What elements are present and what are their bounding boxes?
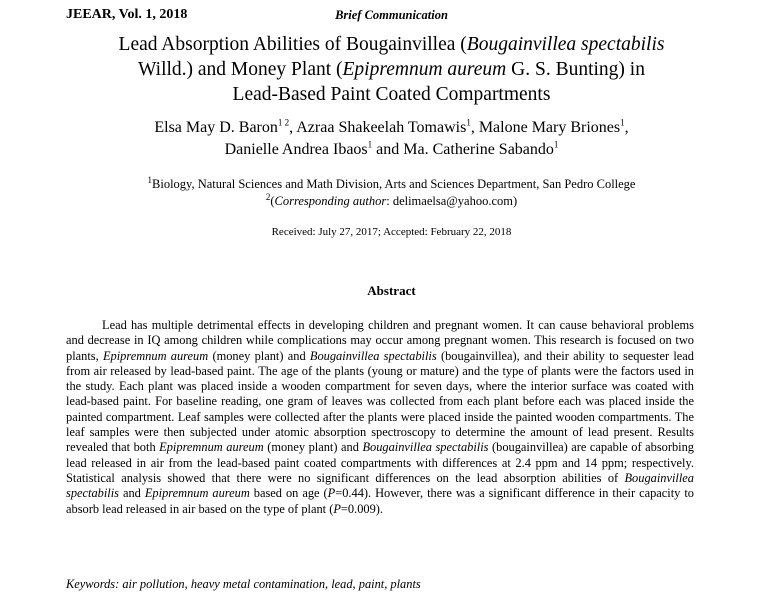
title-text-1: Lead Absorption Abilities of Bougainvillea ( [118,34,467,55]
affil-marker: 1 [147,174,153,185]
species-name: Bougainvillea spectabilis [362,440,489,455]
species-name: Bougainvillea spectabilis [66,470,694,501]
keywords: Keywords: air pollution, heavy metal contamination, lead, paint, plants [66,577,421,591]
corresponding-email[interactable]: : delimaelsa@yahoo.com) [386,194,518,208]
abstract-text: =0.44). However, there was a significant difference in their capacity to absorb lead released in air based on the type of plant ( [66,486,694,516]
abstract-text: =0.009). [340,501,384,516]
p-value-symbol: P [327,486,336,501]
abstract-body [66,318,694,517]
author-name: Elsa May D. Baron [154,119,278,136]
p-value-symbol: P [333,501,341,516]
author-affil: 1 2 [277,117,290,128]
species-name: Epipremnum aureum [159,440,264,455]
author-name: Ma. Catherine Sabando [403,141,554,158]
abstract-text: and [119,486,145,501]
corresponding-label: Corresponding author [274,194,387,208]
author-list: Elsa May D. Baron$^{1 2}$, Azraa Shakeelah Tomawis$^1$, Malone Mary Briones$^1$, Danielle Andrea Ibaos$^1$ and Ma. Catherine Sabando$^1$ [154,117,629,158]
abstract-text: (money plant) and [208,348,310,363]
species-name: Bougainvillea spectabilis [309,348,437,363]
title-species-1: Bougainvillea spectabilis [466,34,665,55]
author-affil: 1 [620,117,625,128]
abstract-text: Lead has multiple detrimental effects in developing children and pregnant women. It can cause behavioral problems and decrease in IQ among children while complications may occur among pregnant women. This research is focused on two plants, [66,318,694,363]
paper-title [40,32,743,107]
author-name: Azraa Shakeelah Tomawis [296,119,467,136]
species-name: Epipremnum aureum [102,348,209,363]
abstract-text: (money plant) and [263,440,363,455]
author-name: Malone Mary Briones [478,119,621,136]
title-text-2: Willd.) and Money Plant ( [138,59,343,80]
journal-header: JEEAR, Vol. 1, 2018 [66,7,188,22]
abstract-heading: Abstract [367,283,416,298]
species-name: Epipremnum aureum [144,486,250,501]
abstract-text: (bougainvillea), and their ability to sequester lead from air released by lead-based paint. The age of the plants (young or mature) and the type of plants were the factors used in the study. Each plant was placed inside a wooden compartment for seven days, where the interior surface was coated with lead-based paint. For baseline reading, one gram of leaves was collected from each plant before each was placed inside the painted compartment. Leaf samples were collected after the plants were placed inside the painted wooden compartments. The leaf samples were then subjected under atomic absorption spectroscopy to determine the amount of lead present. Results revealed that both [66,348,694,455]
author-affil: 1 [466,117,471,128]
abstract-text: (bougainvillea) are capable of absorbing lead released in air from the lead-based paint coated compartments with differences at 2.4 ppm and 14 ppm; respectively. Statistical analysis showed that there were no significant differences on the lead absorption abilities of [66,440,694,485]
affiliations: $^1$Biology, Natural Sciences and Math Division, Arts and Sciences Department, San Pedro College $^2$(Corresponding author: delimaelsa@yahoo.com) [147,174,636,208]
section-header: Brief Communication [335,8,448,22]
submission-dates: Received: July 27, 2017; Accepted: February 22, 2018 [271,226,512,238]
author-name: Danielle Andrea Ibaos [224,141,368,158]
title-text-4: Lead-Based Paint Coated Compartments [232,84,551,105]
author-affil: 1 [367,139,373,150]
title-text-3: G. S. Bunting) in [506,59,645,80]
author-affil: 1 [553,139,559,150]
affiliation-line: Biology, Natural Sciences and Math Division, Arts and Sciences Department, San Pedro College [152,177,636,191]
abstract-text: based on age ( [249,486,328,501]
affil-marker: 2 [265,191,271,202]
title-species-2: Epipremnum aureum [342,59,507,80]
